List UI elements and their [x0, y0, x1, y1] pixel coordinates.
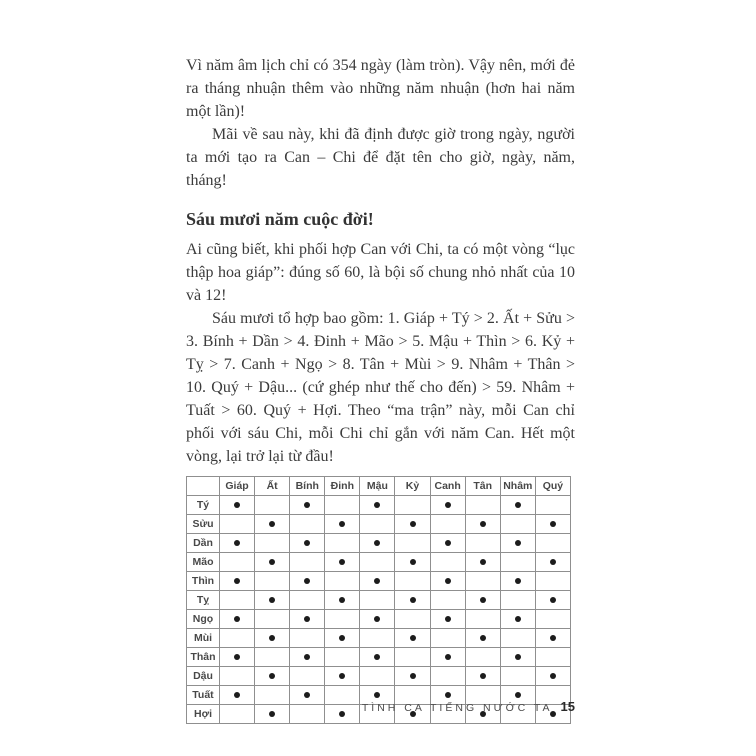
combination-cell-marked [430, 534, 465, 553]
combination-cell-empty [220, 629, 255, 648]
dot-marker [515, 654, 521, 660]
combination-cell-marked [360, 534, 395, 553]
combination-cell-marked [500, 610, 535, 629]
dot-marker [304, 578, 310, 584]
paragraph: Sáu mươi tổ hợp bao gồm: 1. Giáp + Tý > 2. Ất + Sửu > 3. Bính + Dần > 4. Đinh + Mão > 5. Mậu + Thìn > 6. Kỷ + Tỵ > 7. Canh + Ngọ > 8. Tân + Mùi > 9. Nhâm + Thân > 10. Quý + Dậu... (cứ ghép như thế cho đến) > 59. Nhâm + Tuất > 60. Quý + Hợi. Theo “ma trận” này, mỗi Can chỉ phối với sáu Chi, mỗi Chi chỉ gắn với năm Can. Hết một vòng, lại trở lại từ đầu! [186, 310, 575, 465]
combination-cell-empty [255, 572, 290, 591]
combination-cell-marked [290, 496, 325, 515]
combination-cell-empty [220, 553, 255, 572]
combination-cell-marked [535, 667, 570, 686]
dot-marker [410, 521, 416, 527]
dot-marker [374, 654, 380, 660]
table-row [187, 591, 571, 610]
combination-cell-marked [535, 515, 570, 534]
column-header: Canh [430, 477, 465, 496]
dot-marker [234, 540, 240, 546]
combination-cell-marked [465, 515, 500, 534]
dot-marker [445, 616, 451, 622]
column-header: Quý [535, 477, 570, 496]
dot-marker [445, 502, 451, 508]
row-header: Tỵ [187, 591, 220, 610]
table-row [187, 496, 571, 515]
combination-cell-marked [255, 667, 290, 686]
row-header: Thân [187, 648, 220, 667]
combination-cell-empty [395, 534, 430, 553]
dot-marker [550, 559, 556, 565]
combination-cell-marked [325, 667, 360, 686]
column-header: Kỷ [395, 477, 430, 496]
combination-cell-marked [290, 610, 325, 629]
table-row [187, 534, 571, 553]
combination-cell-marked [500, 648, 535, 667]
combination-cell-empty [290, 515, 325, 534]
combination-cell-empty [290, 629, 325, 648]
combination-cell-empty [220, 591, 255, 610]
combination-cell-marked [395, 553, 430, 572]
canchi-matrix-table [186, 476, 571, 724]
dot-marker [550, 521, 556, 527]
combination-cell-marked [500, 572, 535, 591]
combination-cell-empty [500, 667, 535, 686]
combination-cell-marked [220, 534, 255, 553]
combination-cell-empty [535, 572, 570, 591]
dot-marker [234, 654, 240, 660]
combination-cell-marked [430, 496, 465, 515]
combination-cell-marked [290, 534, 325, 553]
combination-cell-empty [430, 515, 465, 534]
combination-cell-marked [465, 553, 500, 572]
combination-cell-marked [430, 610, 465, 629]
footer-page-number: 15 [560, 699, 575, 714]
combination-cell-marked [325, 553, 360, 572]
combination-cell-empty [255, 496, 290, 515]
combination-cell-empty [535, 610, 570, 629]
table-row [187, 610, 571, 629]
combination-cell-marked [535, 553, 570, 572]
combination-cell-marked [500, 534, 535, 553]
dot-marker [550, 673, 556, 679]
combination-cell-empty [535, 534, 570, 553]
combination-cell-empty [465, 610, 500, 629]
dot-marker [480, 559, 486, 565]
combination-cell-empty [465, 534, 500, 553]
combination-cell-empty [535, 496, 570, 515]
combination-cell-marked [290, 572, 325, 591]
paragraph: Mãi về sau này, khi đã định được giờ trong ngày, người ta mới tạo ra Can – Chi để đặt tên cho giờ, ngày, năm, tháng! [186, 126, 575, 189]
combination-cell-empty [325, 572, 360, 591]
dot-marker [374, 502, 380, 508]
combination-cell-empty [220, 667, 255, 686]
combination-cell-empty [465, 648, 500, 667]
combination-cell-empty [430, 667, 465, 686]
dot-marker [234, 616, 240, 622]
combination-cell-empty [360, 553, 395, 572]
text-column [186, 54, 575, 724]
dot-marker [339, 673, 345, 679]
combination-cell-marked [500, 496, 535, 515]
dot-marker [480, 597, 486, 603]
combination-cell-marked [360, 572, 395, 591]
combination-cell-empty [535, 648, 570, 667]
combination-cell-marked [430, 572, 465, 591]
dot-marker [269, 597, 275, 603]
combination-cell-marked [290, 648, 325, 667]
combination-cell-marked [255, 591, 290, 610]
combination-cell-marked [465, 667, 500, 686]
combination-cell-empty [465, 572, 500, 591]
combination-cell-empty [395, 496, 430, 515]
combination-cell-marked [220, 572, 255, 591]
combination-cell-marked [360, 496, 395, 515]
dot-marker [515, 616, 521, 622]
dot-marker [445, 540, 451, 546]
row-header: Mão [187, 553, 220, 572]
combination-cell-marked [395, 629, 430, 648]
dot-marker [410, 635, 416, 641]
intro-paragraphs [186, 54, 575, 192]
dot-marker [445, 654, 451, 660]
combination-cell-marked [220, 610, 255, 629]
row-header: Mùi [187, 629, 220, 648]
column-header: Bính [290, 477, 325, 496]
combination-cell-empty [255, 534, 290, 553]
combination-cell-marked [220, 648, 255, 667]
dot-marker [269, 559, 275, 565]
combination-cell-empty [360, 591, 395, 610]
table-row [187, 515, 571, 534]
combination-cell-empty [500, 515, 535, 534]
section-heading: Sáu mươi năm cuộc đời! [186, 209, 374, 229]
combination-cell-marked [395, 591, 430, 610]
row-header: Tý [187, 496, 220, 515]
combination-cell-marked [325, 629, 360, 648]
dot-marker [410, 597, 416, 603]
dot-marker [339, 635, 345, 641]
row-header: Dần [187, 534, 220, 553]
dot-marker [304, 654, 310, 660]
column-header: Ất [255, 477, 290, 496]
dot-marker [445, 578, 451, 584]
combination-cell-empty [290, 591, 325, 610]
combination-cell-marked [465, 591, 500, 610]
dot-marker [304, 616, 310, 622]
combination-cell-empty [325, 534, 360, 553]
dot-marker [480, 673, 486, 679]
dot-marker [374, 578, 380, 584]
dot-marker [480, 521, 486, 527]
table-row [187, 667, 571, 686]
combination-cell-marked [360, 648, 395, 667]
dot-marker [515, 540, 521, 546]
table-header-row [187, 477, 571, 496]
combination-cell-empty [430, 629, 465, 648]
dot-marker [269, 521, 275, 527]
section-paragraphs [186, 238, 575, 468]
combination-cell-marked [325, 515, 360, 534]
row-header: Hợi [187, 705, 220, 724]
column-header: Đinh [325, 477, 360, 496]
dot-marker [234, 502, 240, 508]
dot-marker [304, 540, 310, 546]
combination-cell-empty [395, 648, 430, 667]
table-row [187, 648, 571, 667]
combination-cell-empty [325, 648, 360, 667]
dot-marker [269, 673, 275, 679]
row-header: Thìn [187, 572, 220, 591]
page-footer [186, 698, 575, 716]
column-header: Nhâm [500, 477, 535, 496]
combination-cell-empty [500, 591, 535, 610]
table-corner-cell [187, 477, 220, 496]
combination-cell-marked [325, 591, 360, 610]
dot-marker [515, 578, 521, 584]
combination-cell-marked [395, 515, 430, 534]
dot-marker [410, 559, 416, 565]
column-header: Giáp [220, 477, 255, 496]
dot-marker [339, 597, 345, 603]
table-row [187, 553, 571, 572]
combination-cell-marked [255, 629, 290, 648]
table-row [187, 572, 571, 591]
combination-cell-marked [535, 591, 570, 610]
row-header: Dậu [187, 667, 220, 686]
combination-cell-marked [255, 515, 290, 534]
dot-marker [269, 635, 275, 641]
combination-cell-empty [325, 610, 360, 629]
combination-cell-empty [395, 610, 430, 629]
combination-cell-marked [395, 667, 430, 686]
combination-cell-empty [465, 496, 500, 515]
combination-cell-empty [430, 553, 465, 572]
dot-marker [374, 540, 380, 546]
dot-marker [234, 578, 240, 584]
row-header: Ngọ [187, 610, 220, 629]
column-header: Tân [465, 477, 500, 496]
combination-cell-empty [360, 515, 395, 534]
combination-cell-empty [255, 610, 290, 629]
footer-book-title: TÌNH CA TIẾNG NƯỚC TA [361, 702, 553, 714]
combination-cell-empty [395, 572, 430, 591]
dot-marker [550, 635, 556, 641]
table-row [187, 629, 571, 648]
dot-marker [339, 521, 345, 527]
combination-cell-marked [535, 629, 570, 648]
combination-cell-empty [500, 629, 535, 648]
paragraph: Vì năm âm lịch chỉ có 354 ngày (làm tròn). Vậy nên, mới đẻ ra tháng nhuận thêm vào những năm nhuận (hơn hai năm một lần)! [186, 57, 575, 120]
combination-cell-empty [255, 648, 290, 667]
dot-marker [480, 635, 486, 641]
combination-cell-empty [325, 496, 360, 515]
row-header: Tuất [187, 686, 220, 705]
combination-cell-empty [290, 667, 325, 686]
combination-cell-marked [255, 553, 290, 572]
combination-cell-marked [220, 496, 255, 515]
dot-marker [304, 502, 310, 508]
paragraph: Ai cũng biết, khi phối hợp Can với Chi, ta có một vòng “lục thập hoa giáp”: đúng số 60, là bội số chung nhỏ nhất của 10 và 12! [186, 241, 575, 304]
combination-cell-empty [360, 667, 395, 686]
dot-marker [550, 597, 556, 603]
combination-cell-marked [465, 629, 500, 648]
row-header: Sửu [187, 515, 220, 534]
combination-cell-marked [360, 610, 395, 629]
column-header: Mậu [360, 477, 395, 496]
combination-cell-empty [290, 553, 325, 572]
combination-cell-empty [430, 591, 465, 610]
dot-marker [374, 616, 380, 622]
combination-cell-marked [430, 648, 465, 667]
combination-cell-empty [500, 553, 535, 572]
dot-marker [515, 502, 521, 508]
combination-cell-empty [360, 629, 395, 648]
combination-cell-empty [220, 515, 255, 534]
dot-marker [410, 673, 416, 679]
dot-marker [339, 559, 345, 565]
